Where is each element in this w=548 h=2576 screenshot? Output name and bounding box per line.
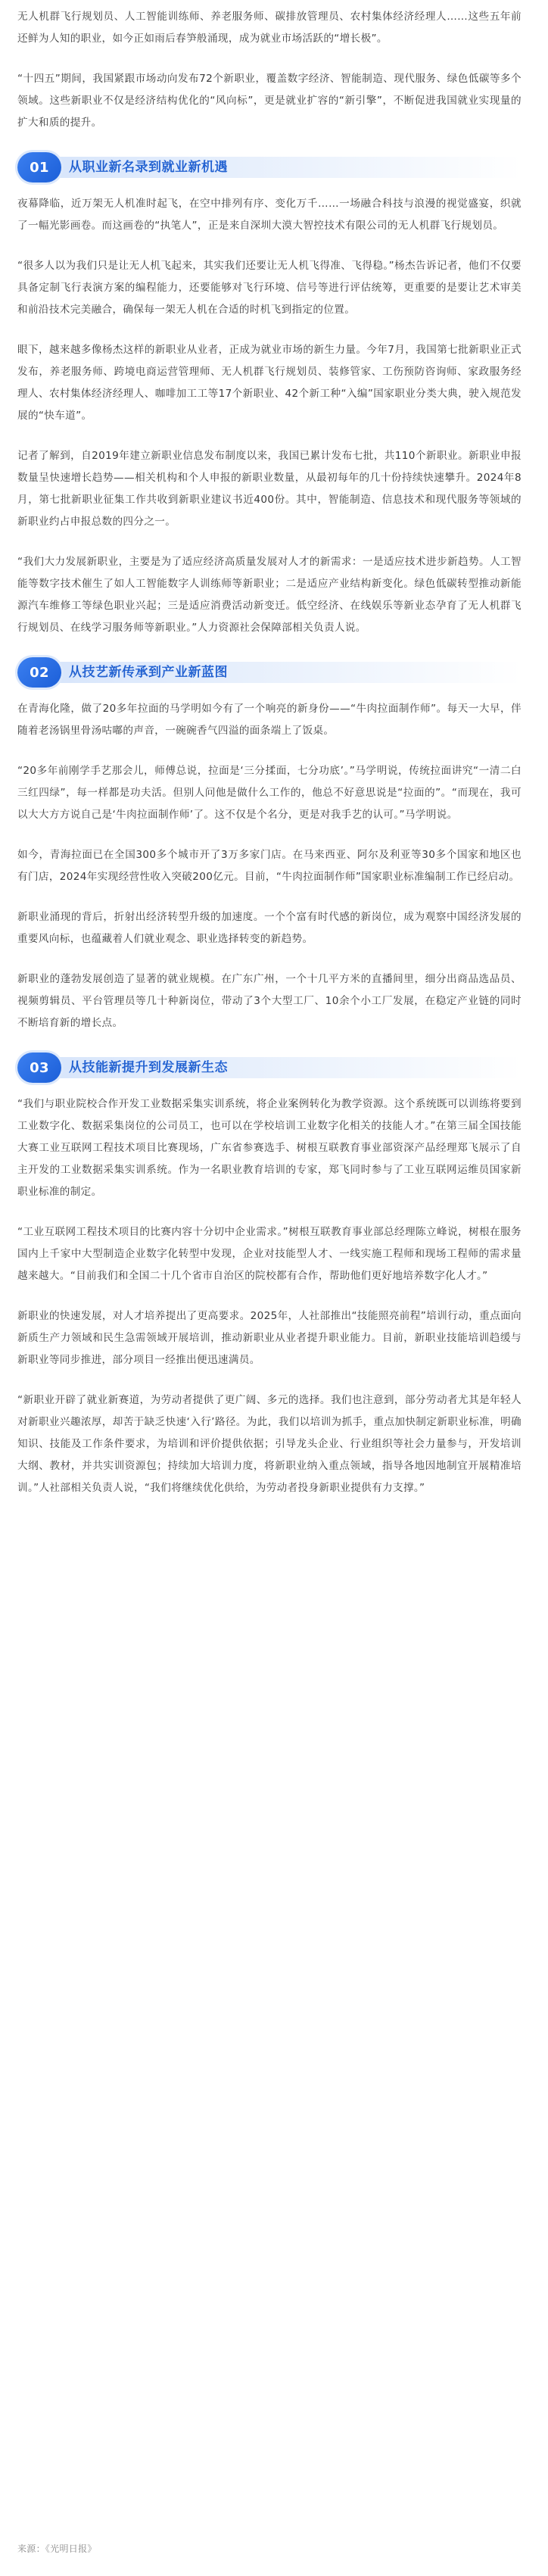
section-title: 从技能新提升到发展新生态 (69, 1059, 228, 1075)
section-number-badge: 03 (17, 1053, 61, 1083)
body-paragraph: “我们与职业院校合作开发工业数据采集实训系统，将企业案例转化为教学资源。这个系统既可以训练将要到工业数字化、数据采集岗位的公司员工，也可以在学校培训工业数字化相关的技能人才。”在第三届全国技能大赛工业互联网工程技术项目比赛现场，广东省参赛选手、树根互联教育事业部资深产品经理郑飞展示了自主开发的工业数据采集实训系统。作为一名职业教育培训的专家，郑飞同时参与了工业互联网运维员国家新职业标准的制定。 (17, 1098, 522, 1198)
intro-paragraph: “十四五”期间，我国紧跟市场动向发布72个新职业，覆盖数字经济、智能制造、现代服务、绿色低碳等多个领域。这些新职业不仅是经济结构优化的“风向标”，更是就业扩容的“新引擎”，不断促进我国就业实现量的扩大和质的提升。 (17, 73, 522, 129)
section-title: 从职业新名录到就业新机遇 (69, 159, 228, 175)
intro-paragraph: 无人机群飞行规划员、人工智能训练师、养老服务师、碳排放管理员、农村集体经济经理人……这些五年前还鲜为人知的职业，如今正如雨后春笋般涌现，成为就业市场活跃的“增长极”。 (17, 11, 522, 45)
section-header (17, 152, 522, 182)
body-paragraph: 新职业涌现的背后，折射出经济转型升级的加速度。一个个富有时代感的新岗位，成为观察中国经济发展的重要风向标，也蕴藏着人们就业观念、职业选择转变的新趋势。 (17, 911, 522, 945)
body-paragraph: “工业互联网工程技术项目的比赛内容十分切中企业需求。”树根互联教育事业部总经理陈立峰说，树根在服务国内上千家中大型制造企业数字化转型中发现，企业对技能型人才、一线实施工程师和现场工程师的需求量越来越大。“目前我们和全国二十几个省市自治区的院校都有合作，帮助他们更好地培养数字化人才。” (17, 1226, 522, 1282)
section-title-bar (43, 157, 522, 178)
section-title-bar (43, 662, 522, 683)
body-paragraph: 夜幕降临，近万架无人机准时起飞，在空中排列有序、变化万千……一场融合科技与浪漫的视觉盛宴，织就了一幅光影画卷。而这画卷的“执笔人”，正是来自深圳大漠大智控技术有限公司的无人机群飞行规划员。 (17, 198, 522, 232)
body-paragraph: 眼下，越来越多像杨杰这样的新职业从业者，正成为就业市场的新生力量。今年7月，我国第七批新职业正式发布，养老服务师、跨境电商运营管理师、无人机群飞行规划员、装修管家、工伤预防咨询师、家政服务经理人、农村集体经济经理人、咖啡加工工等17个新职业、42个新工种“入编”国家职业分类大典，驶入规范发展的“快车道”。 (17, 344, 522, 422)
source-credit: 来源：《光明日报》 (17, 2543, 97, 2554)
body-paragraph: “我们大力发展新职业，主要是为了适应经济高质量发展对人才的新需求：一是适应技术进步新趋势。人工智能等数字技术催生了如人工智能数字人训练师等新职业；二是适应产业结构新变化。绿色低碳转型推动新能源汽车维修工等绿色职业兴起；三是适应消费活动新变迁。低空经济、在线娱乐等新业态孕育了无人机群飞行规划员、在线学习服务师等新职业。”人力资源社会保障部相关负责人说。 (17, 556, 522, 634)
body-paragraph: “20多年前刚学手艺那会儿，师傅总说，拉面是‘三分揉面，七分功底’。”马学明说，传统拉面讲究“一清二白三红四绿”，每一样都是功夫活。但别人问他是做什么工作的，他总不好意思说是“拉面的”。“而现在，我可以大大方方说自己是‘牛肉拉面制作师’了。这不仅是个名分，更是对我手艺的认可。”马学明说。 (17, 765, 522, 821)
body-paragraph: 如今，青海拉面已在全国300多个城市开了3万多家门店。在马来西亚、阿尔及利亚等30多个国家和地区也有门店，2024年实现经营性收入突破200亿元。目前，“牛肉拉面制作师”国家职业标准编制工作已经启动。 (17, 849, 522, 883)
section-title-bar (43, 1057, 522, 1078)
body-paragraph: 在青海化隆，做了20多年拉面的马学明如今有了一个响亮的新身份——“牛肉拉面制作师”。每天一大早，伴随着老汤锅里骨汤咕嘟的声音，一碗碗香气四溢的面条端上了饭桌。 (17, 703, 522, 737)
body-paragraph: “很多人以为我们只是让无人机飞起来，其实我们还要让无人机飞得准、飞得稳。”杨杰告诉记者，他们不仅要具备定制飞行表演方案的编程能力，还要能够对飞行环境、信号等进行评估统筹，更重要的是要让艺术审美和前沿技术完美融合，确保每一架无人机在合适的时机飞到指定的位置。 (17, 260, 522, 316)
body-paragraph: 新职业的蓬勃发展创造了显著的就业规模。在广东广州，一个十几平方米的直播间里，细分出商品选品员、视频剪辑员、平台管理员等几十种新岗位，带动了3个大型工厂、10余个小工厂发展，在稳定产业链的同时不断培育新的增长点。 (17, 973, 522, 1029)
body-paragraph: 新职业的快速发展，对人才培养提出了更高要求。2025年，人社部推出“技能照亮前程”培训行动，重点面向新质生产力领域和民生急需领域开展培训，推动新职业从业者提升职业能力。目前，新职业技能培训趋缓与新职业等同步推进，部分项目一经推出便迅速满员。 (17, 1310, 522, 1366)
body-paragraph: 记者了解到，自2019年建立新职业信息发布制度以来，我国已累计发布七批，共110个新职业。新职业申报数量呈快速增长趋势——相关机构和个人申报的新职业数量，从最初每年的几十份持续快速攀升。2024年8月，第七批新职业征集工作共收到新职业建议书近400份。其中，智能制造、信息技术和现代服务等领域的新职业约占申报总数的四分之一。 (17, 450, 522, 528)
section-number-badge: 02 (17, 657, 61, 688)
section-header (17, 657, 522, 688)
section-number-badge: 01 (17, 152, 61, 182)
section-header (17, 1053, 522, 1083)
section-title: 从技艺新传承到产业新蓝图 (69, 664, 228, 680)
body-paragraph: “新职业开辟了就业新赛道，为劳动者提供了更广阔、多元的选择。我们也注意到，部分劳动者尤其是年轻人对新职业兴趣浓厚，却苦于缺乏快速‘入行’路径。为此，我们以培训为抓手，重点加快制定新职业标准，明确知识、技能及工作条件要求，为培训和评价提供依据；引导龙头企业、行业组织等社会力量参与，开发培训大纲、教材，并共实训资源包；持续加大培训力度，将新职业纳入重点领域，指导各地因地制宜开展精准培训。”人社部相关负责人说，“我们将继续优化供给，为劳动者投身新职业提供有力支撑。” (17, 1394, 522, 1494)
